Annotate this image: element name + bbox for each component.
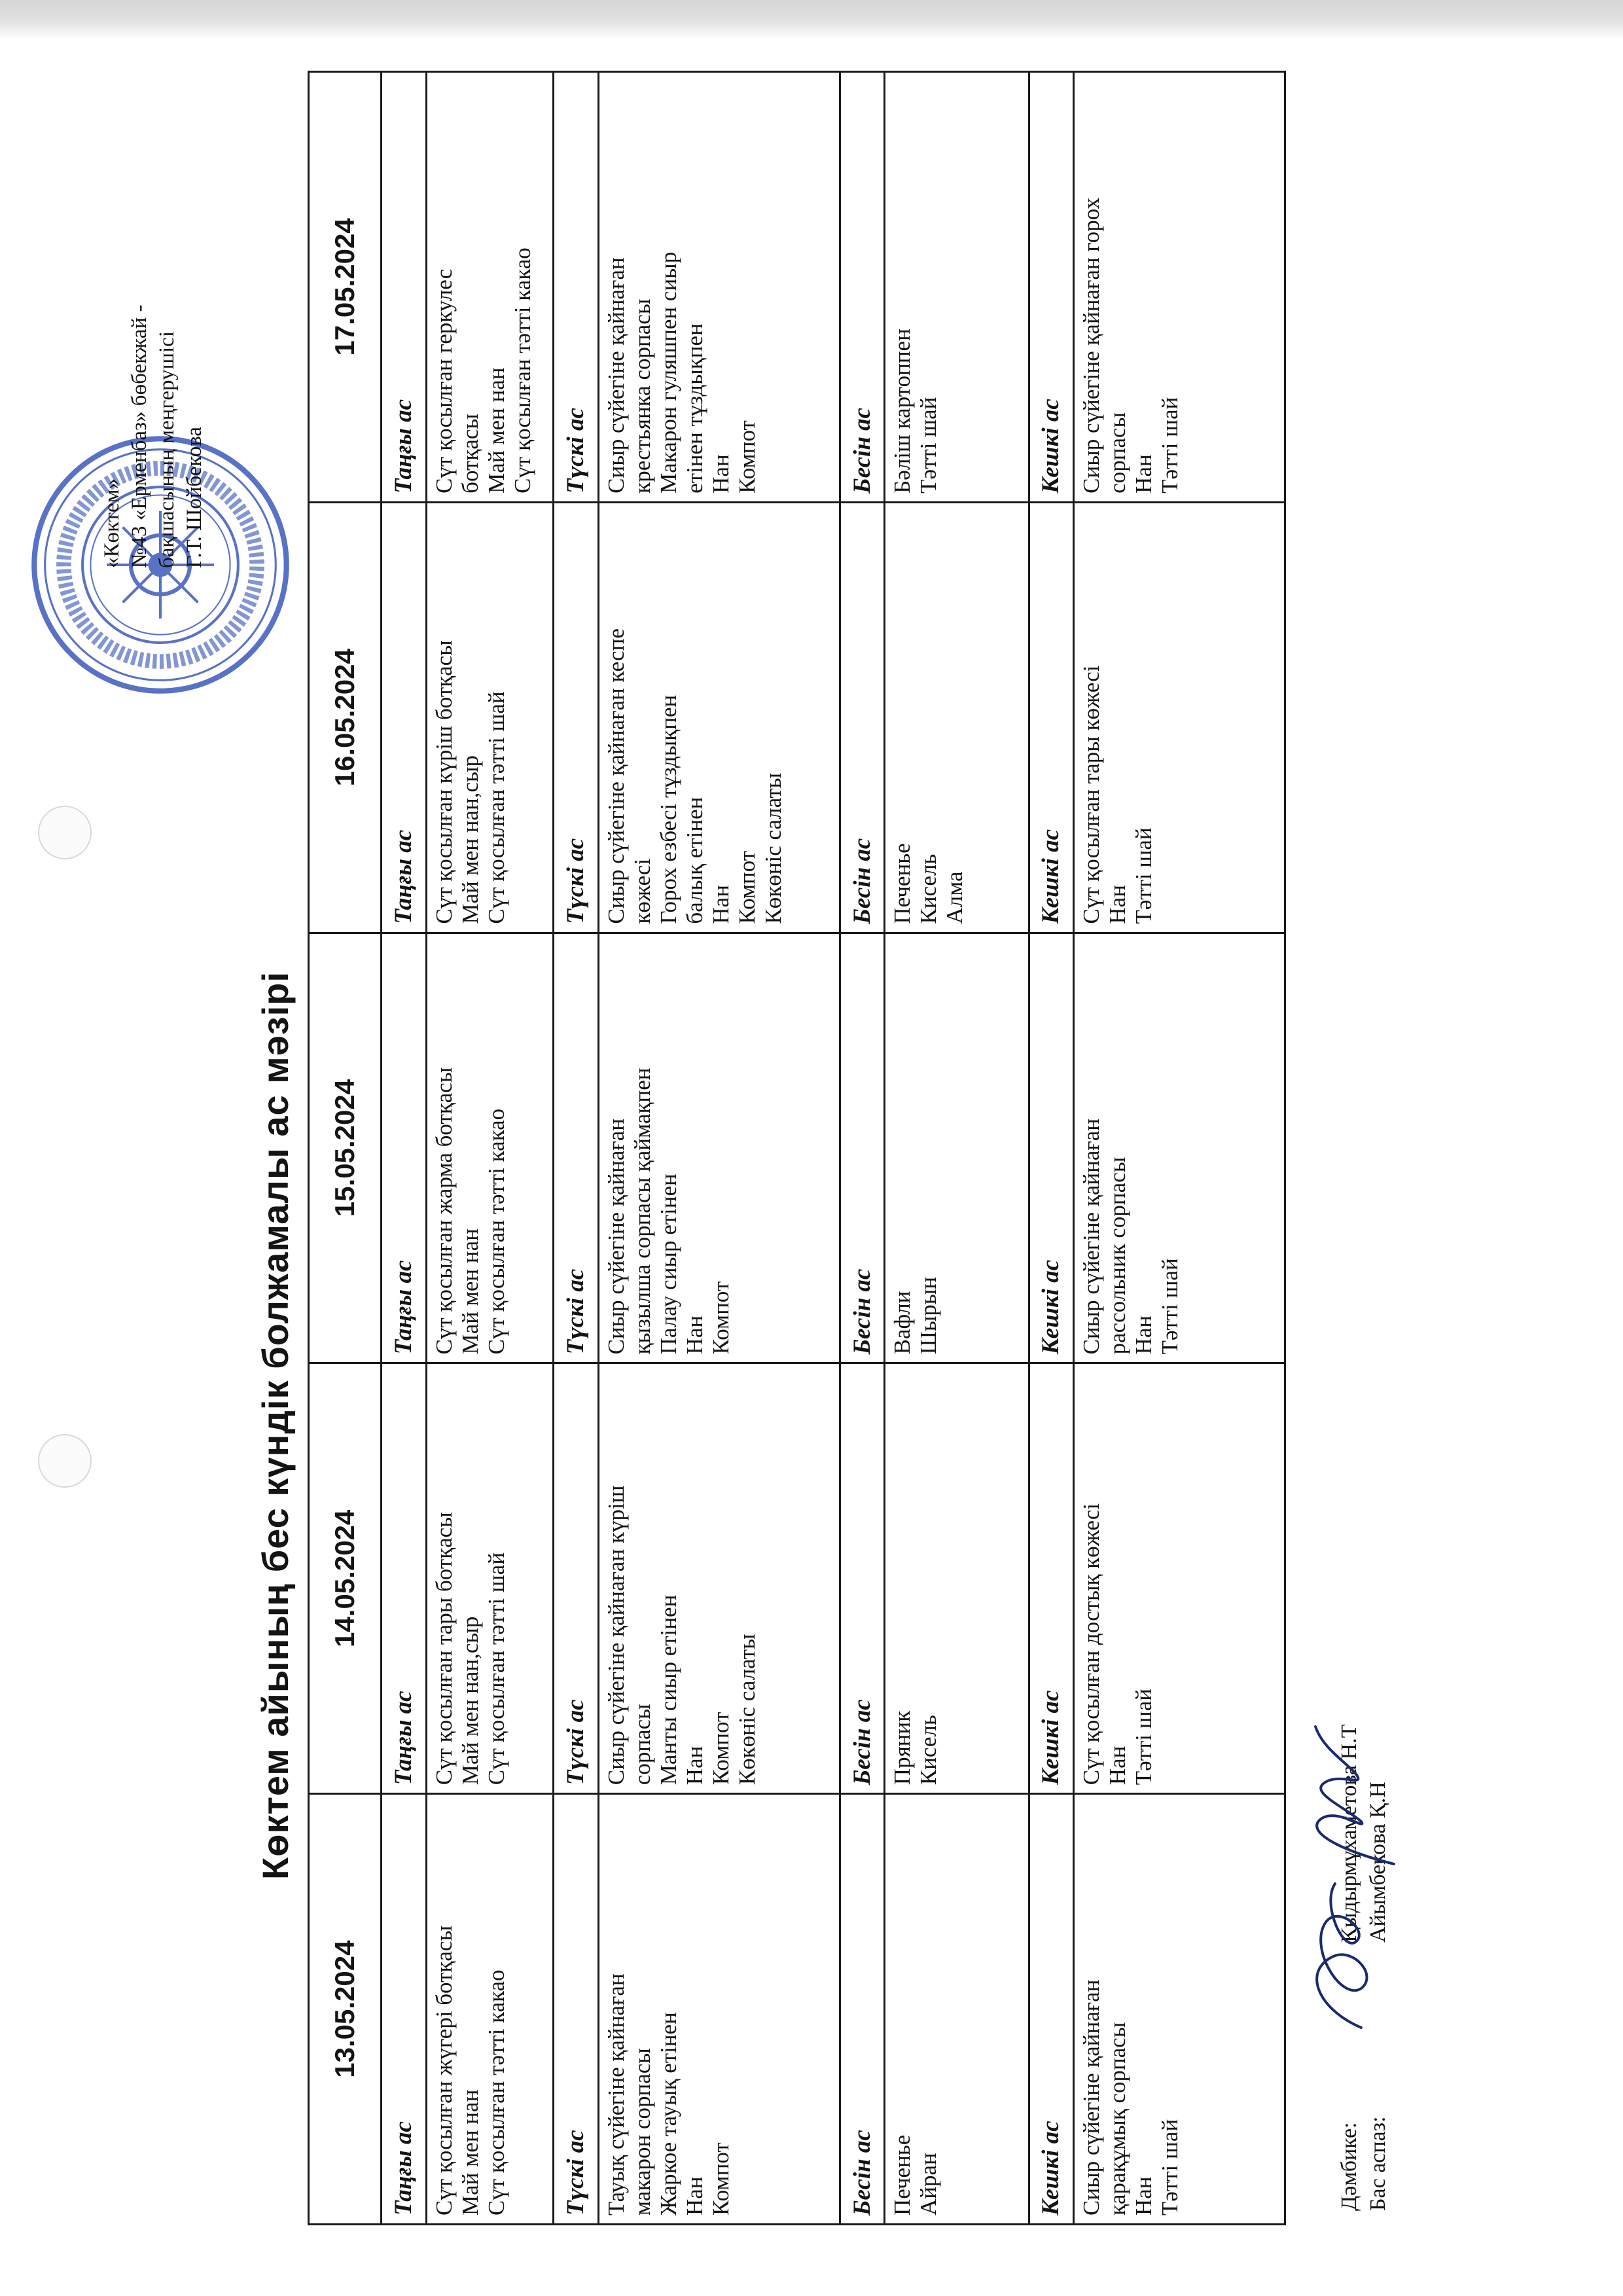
meal-label: Түскі ас (554, 933, 599, 1363)
dish-item: Май мен нан (457, 2089, 483, 2215)
dish-item: Май мен нан (457, 1229, 483, 1355)
dish-item: Тәтті шай (1157, 1258, 1183, 1355)
dish-row (598, 72, 840, 2225)
dish-item: Компот (707, 2142, 734, 2215)
meal-label: Таңғы ас (382, 502, 427, 933)
meal-label: Таңғы ас (382, 72, 427, 503)
dish-item: балық етінен (681, 797, 707, 924)
day-header: 16.05.2024 (309, 502, 382, 933)
dish-item: Сиыр сүйегіне қайнаған горох (1079, 198, 1105, 493)
dish-item: Сиыр сүйегіне қайнаған (1079, 1979, 1105, 2215)
dish-cell (598, 1794, 840, 2225)
signature-role: Дәмбике: (1337, 2122, 1361, 2211)
dish-item: Нан (1105, 885, 1131, 924)
meal-label-row (1029, 72, 1074, 2225)
approval-line: №43 «Ерменбаз» бөбекжай - (128, 304, 151, 568)
dish-item: Компот (734, 850, 760, 924)
dish-cell (885, 502, 1029, 933)
meal-label-row (382, 72, 427, 2225)
dish-item: Тауық сүйегіне қайнаған (603, 1973, 629, 2215)
dish-item: Сүт қосылған тәтті шай (483, 691, 509, 924)
meal-label-row (554, 72, 599, 2225)
dish-row (885, 72, 1029, 2225)
dish-cell (885, 1363, 1029, 1794)
approval-block (98, 202, 208, 568)
day-header: 13.05.2024 (309, 1794, 382, 2225)
dish-item: макарон сорпасы (629, 2048, 655, 2215)
dish-cell (598, 72, 840, 503)
dish-item: Нан (681, 1315, 707, 1355)
meal-label: Түскі ас (554, 72, 599, 503)
dish-item: Горох езбесі тұздықпен (655, 694, 681, 924)
dish-item: Сиыр сүйегіне қайнаған күріш (603, 1485, 629, 1785)
dish-cell (426, 72, 554, 503)
meal-label: Кешкі ас (1029, 1794, 1074, 2225)
menu-table (308, 71, 1286, 2225)
dish-item: Май мен нан,сыр (457, 755, 483, 924)
dish-cell (1074, 933, 1285, 1363)
dish-item: Нан (1131, 1315, 1157, 1355)
dish-cell (598, 1363, 840, 1794)
signature-name: Қыдырмұхаметова Н.Т (1337, 1724, 1361, 1943)
dish-cell (885, 1794, 1029, 2225)
approval-line: Г.Т. Шойбекова (183, 426, 206, 568)
punch-hole (38, 1434, 92, 1488)
dish-cell (1074, 502, 1285, 933)
dish-item: Май мен нан (483, 367, 509, 493)
dish-cell (1074, 1794, 1285, 2225)
dish-item: ботқасы (457, 414, 483, 493)
dish-row (1074, 72, 1285, 2225)
day-header: 15.05.2024 (309, 933, 382, 1363)
dish-item: Шырын (916, 1276, 942, 1355)
dish-cell (426, 502, 554, 933)
meal-label: Кешкі ас (1029, 933, 1074, 1363)
dish-item: крестьянка сорпасы (629, 298, 655, 493)
page-title: Көктем айының бес күндік болжамалы ас мәзірі (255, 971, 296, 1880)
signature-block (1335, 1229, 1393, 2211)
meal-label: Бесін ас (840, 502, 885, 933)
dish-cell (426, 1794, 554, 2225)
meal-label: Кешкі ас (1029, 1363, 1074, 1794)
dish-item: Айран (916, 2153, 942, 2215)
meal-label: Түскі ас (554, 1794, 599, 2225)
handwritten-signatures (1263, 1707, 1420, 2047)
meal-label: Бесін ас (840, 72, 885, 503)
day-header-row (309, 72, 382, 2225)
day-header: 17.05.2024 (309, 72, 382, 503)
dish-item: Печенье (889, 2134, 916, 2215)
dish-item: қызылша сорпасы қаймақпен (629, 1067, 655, 1355)
dish-item: Компот (707, 1712, 734, 1785)
dish-item: Тәтті шай (1157, 2119, 1183, 2215)
dish-item: сорпасы (1105, 412, 1131, 493)
dish-item: Сүт қосылған тәтті какао (483, 1969, 509, 2215)
dish-item: сорпасы (629, 1704, 655, 1785)
meal-label: Таңғы ас (382, 933, 427, 1363)
meal-label: Таңғы ас (382, 1363, 427, 1794)
approval-line: бақшасының меңгерушісі (155, 331, 179, 568)
dish-item: Тәтті шай (916, 397, 942, 493)
meal-label: Бесін ас (840, 1794, 885, 2225)
dish-item: Май мен нан,сыр (457, 1616, 483, 1785)
dish-item: Макарон гуляшпен сиыр (655, 251, 681, 493)
dish-item: Бәліш картоппен (889, 329, 916, 493)
dish-item: Кисель (916, 1715, 942, 1785)
dish-item: көжесі (629, 858, 655, 924)
dish-item: Сүт қосылған жүгері ботқасы (431, 1926, 457, 2215)
meal-label: Түскі ас (554, 1363, 599, 1794)
dish-item: Сүт қосылған тары көжесі (1079, 665, 1105, 924)
dish-item: Манты сиыр етінен (655, 1594, 681, 1785)
day-header: 14.05.2024 (309, 1363, 382, 1794)
meal-label: Бесін ас (840, 933, 885, 1363)
dish-item: Сиыр сүйегіне қайнаған (1079, 1119, 1105, 1355)
dish-item: Компот (707, 1281, 734, 1355)
dish-cell (426, 1363, 554, 1794)
dish-item: Сүт қосылған тәтті какао (483, 1108, 509, 1355)
dish-item: Тәтті шай (1157, 397, 1183, 493)
meal-label: Таңғы ас (382, 1794, 427, 2225)
dish-item: Сүт қосылған достық көжесі (1079, 1503, 1105, 1785)
dish-item: Нан (681, 1746, 707, 1785)
dish-item: қарақұмық сорпасы (1105, 2022, 1131, 2215)
dish-row (426, 72, 554, 2225)
signature-name: Айымбекова Қ.Н (1366, 1782, 1390, 1943)
dish-item: Нан (707, 885, 734, 924)
dish-item: рассольник сорпасы (1105, 1157, 1131, 1355)
dish-cell (598, 502, 840, 933)
dish-item: Нан (1131, 454, 1157, 493)
dish-item: Печенье (889, 843, 916, 924)
dish-item: Жаркое тауық етінен (655, 2012, 681, 2215)
scanner-shadow (0, 0, 1623, 39)
dish-item: Нан (1131, 2176, 1157, 2215)
dish-item: Көкөніс салаты (760, 772, 786, 924)
dish-item: Сүт қосылған тәтті какао (509, 247, 535, 493)
dish-item: Нан (681, 2176, 707, 2215)
dish-item: Пряник (889, 1710, 916, 1785)
dish-item: Сүт қосылған тары ботқасы (431, 1512, 457, 1785)
dish-cell (598, 933, 840, 1363)
dish-item: Сүт қосылған тәтті шай (483, 1552, 509, 1785)
meal-label: Түскі ас (554, 502, 599, 933)
dish-item: Палау сиыр етінен (655, 1174, 681, 1355)
signature-role: Бас аспаз: (1366, 2116, 1390, 2211)
dish-cell (1074, 72, 1285, 503)
dish-item: Сиыр сүйегіне қайнаған (603, 257, 629, 493)
dish-item: Нан (1105, 1746, 1131, 1785)
dish-cell (1074, 1363, 1285, 1794)
dish-item: Сүт қосылған күріш ботқасы (431, 640, 457, 924)
dish-item: Вафли (889, 1291, 916, 1355)
dish-item: Сиыр сүйегіне қайнаған кеспе (603, 628, 629, 924)
dish-cell (885, 72, 1029, 503)
dish-item: Сиыр сүйегіне қайнаған (603, 1119, 629, 1355)
dish-item: Тәтті шай (1131, 827, 1157, 924)
dish-item: Нан (707, 454, 734, 493)
dish-cell (885, 933, 1029, 1363)
punch-hole (38, 806, 92, 859)
meal-label: Кешкі ас (1029, 72, 1074, 503)
meal-label: Кешкі ас (1029, 502, 1074, 933)
approval-line: «Көктем» (100, 478, 124, 568)
dish-item: Алма (942, 871, 968, 924)
dish-item: Көкөніс салаты (734, 1634, 760, 1785)
dish-item: Кисель (916, 853, 942, 924)
dish-item: Сүт қосылған геркулес (431, 268, 457, 493)
dish-item: етінен тұздықпен (681, 323, 707, 493)
dish-item: Сүт қосылған жарма ботқасы (431, 1067, 457, 1355)
dish-item: Компот (734, 420, 760, 493)
dish-cell (426, 933, 554, 1363)
meal-label-row (840, 72, 885, 2225)
meal-label: Бесін ас (840, 1363, 885, 1794)
dish-item: Тәтті шай (1131, 1689, 1157, 1785)
